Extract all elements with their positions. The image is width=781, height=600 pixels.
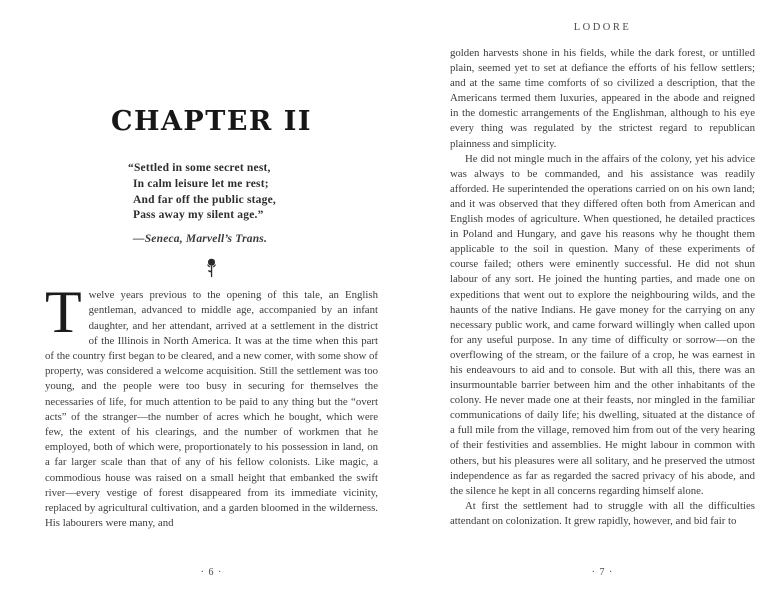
- chapter-body-text: welve years previous to the opening of this tale, an English gentleman, advanced to middle age, accompanied by an infant daughter, and her attendant, arrived at a settlement in the district of the Illinois in North America. It was at the time when this part of the country first began to be cleared, and a new comer, with some show of property, was considered a welcome acquisition. Still the settlement was too young, and the people were too busy in securing for themselves the necessaries of life, for much attention to be paid to any thing but the “overt acts” of the stranger—the number of acres which he bought, which were few, the extent of his clearings, and the number of workmen that he employed, both of which were, proportionately to his possession in land, on a far larger scale than that of any of his fellow colonists. Like magic, a commodious house was raised on a small height that embanked the swift river—every vestige of forest disappeared from its immediate vicinity, replaced by agricultural cultivation, and a garden bloomed in the wilderness. His labourers were many, and: [45, 289, 378, 530]
- epigraph: [128, 161, 378, 224]
- page-number-left: · 6 ·: [200, 567, 223, 578]
- epigraph-line: Pass away my silent age.”: [133, 209, 264, 222]
- epigraph-line: In calm leisure let me rest;: [133, 177, 269, 190]
- chapter-body-paragraph: [45, 279, 378, 531]
- page-number-right: · 7 ·: [591, 567, 614, 578]
- fleuron-icon: [205, 258, 218, 275]
- body-paragraph: golden harvests shone in his fields, while the dark forest, or untilled plain, seemed yet to set at defiance the efforts of his fellow settlers; and at the same time comforts of so civilized a description, that the Americans termed them luxuries, appeared in the abode and reigned in the domestic arrangements of the Englishman, although to his eye every thing was regulated by the strictest regard to republican plainness and simplicity.: [450, 47, 755, 150]
- running-header: LODORE: [573, 22, 632, 33]
- epigraph-attribution: —Seneca, Marvell’s Trans.: [133, 233, 268, 246]
- body-paragraph: At first the settlement had to struggle with all the difficulties attendant on colonization. It grew rapidly, however, and bid fair to: [450, 499, 755, 527]
- epigraph-line: “Settled in some secret nest,: [128, 162, 271, 174]
- right-page-body: [450, 46, 755, 529]
- right-page: [450, 0, 755, 600]
- drop-cap: T: [45, 279, 82, 346]
- chapter-heading: CHAPTER II: [110, 106, 313, 137]
- epigraph-line: And far off the public stage,: [133, 193, 276, 206]
- body-paragraph: He did not mingle much in the affairs of the colony, yet his advice was always to be commanded, and his assistance was readily afforded. He superintended the operations carried on on his own land; and it was observed that they differed often both from American and English modes of agriculture. When questioned, he detailed practices in Poland and Hungary, and gave his reasons why he thought them applicable to the soil in question. Many of these experiments of course failed; others were eminently successful. He did not shun labour of any sort. He joined the hunting parties, and made one on expeditions that went out to explore the neighbouring wilds, and the haunts of the native Indians. He gave money for the carrying on any necessary public work, and came forward willingly when called upon for any useful purpose. In any time of difficulty or sorrow—on the overflowing of the stream, or the failure of a crop, he was earnest in his endeavours to aid and to console. But with all this, there was an insurmountable barrier between him and the other inhabitants of the colony. He never made one at their feasts, nor mingled in the familiar communications of daily life; his dwelling, situated at the distance of a full mile from the village, removed him from out of the very hearing of their festivities and assemblies. He might labour in common with others, but his pleasures were all solitary, and he preserved the utmost independence as far as regarded the sacred privacy of his abode, and the silence he kept in all concerns regarding himself alone.: [450, 152, 755, 497]
- section-ornament: [45, 258, 378, 279]
- left-page: [45, 0, 378, 600]
